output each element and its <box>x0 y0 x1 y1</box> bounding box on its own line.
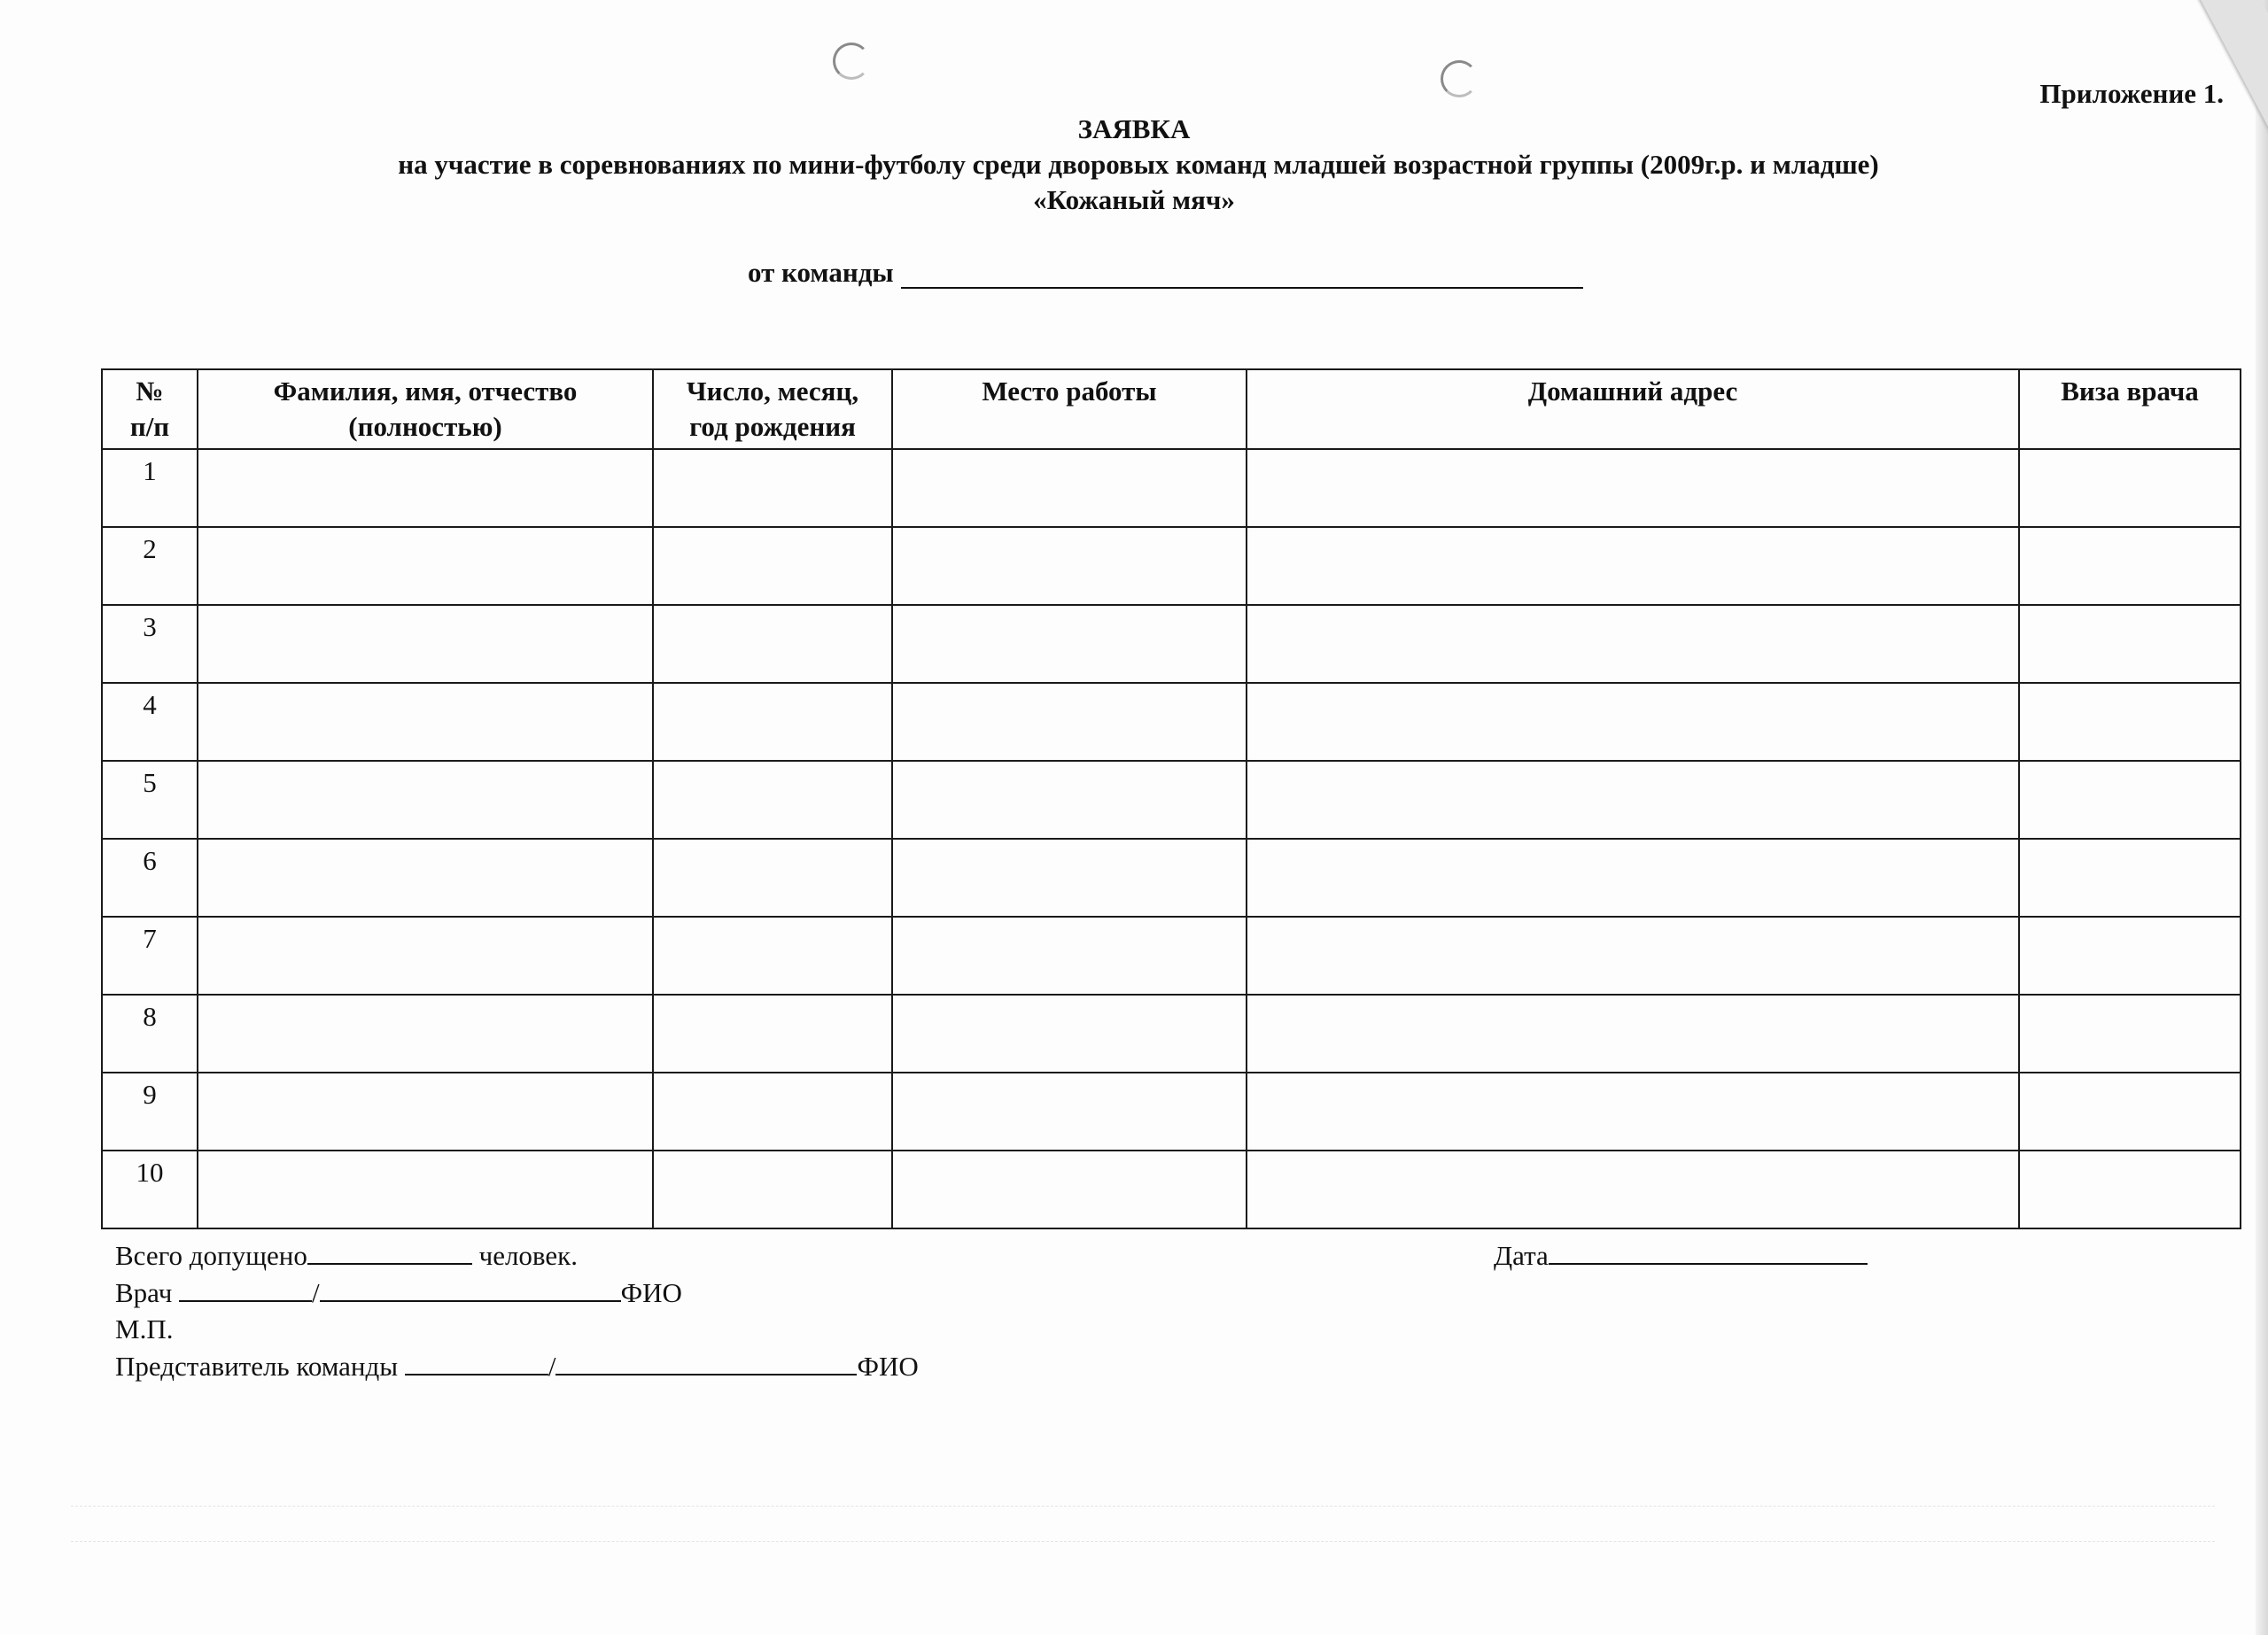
full-name-cell[interactable] <box>198 1073 653 1151</box>
doctor-visa-cell[interactable] <box>2019 1073 2241 1151</box>
birth-date-cell[interactable] <box>653 683 892 761</box>
workplace-cell[interactable] <box>892 683 1247 761</box>
scan-artifact-line <box>71 1506 2215 1507</box>
doctor-fio-label: ФИО <box>620 1277 682 1308</box>
birth-date-cell[interactable] <box>653 761 892 839</box>
representative-signature-blank[interactable] <box>405 1347 548 1375</box>
doctor-label: Врач <box>115 1277 180 1308</box>
home-address-cell[interactable] <box>1247 449 2019 527</box>
column-header-line: Домашний адрес <box>1527 376 1738 407</box>
row-number: 6 <box>102 839 198 917</box>
column-header-line: Виза врача <box>2061 376 2199 407</box>
doctor-visa-cell[interactable] <box>2019 605 2241 683</box>
home-address-cell[interactable] <box>1247 605 2019 683</box>
workplace-cell[interactable] <box>892 761 1247 839</box>
birth-date-cell[interactable] <box>653 839 892 917</box>
doctor-visa-cell[interactable] <box>2019 527 2241 605</box>
birth-date-cell[interactable] <box>653 1073 892 1151</box>
full-name-cell[interactable] <box>198 527 653 605</box>
birth-date-cell[interactable] <box>653 995 892 1073</box>
home-address-cell[interactable] <box>1247 917 2019 995</box>
workplace-cell[interactable] <box>892 605 1247 683</box>
date-label: Дата <box>1494 1240 1549 1271</box>
table-row <box>102 605 2241 683</box>
doctor-visa-cell[interactable] <box>2019 449 2241 527</box>
birth-date-cell[interactable] <box>653 605 892 683</box>
doctor-visa-cell[interactable] <box>2019 839 2241 917</box>
column-header-line: Фамилия, имя, отчество <box>273 376 578 407</box>
column-header-workplace <box>892 369 1247 449</box>
form-footer <box>115 1236 919 1384</box>
doctor-signature-blank[interactable] <box>179 1274 312 1302</box>
doctor-name-blank[interactable] <box>320 1274 621 1302</box>
row-number: 7 <box>102 917 198 995</box>
column-header-birth-date <box>653 369 892 449</box>
workplace-cell[interactable] <box>892 917 1247 995</box>
row-number: 9 <box>102 1073 198 1151</box>
workplace-cell[interactable] <box>892 449 1247 527</box>
total-admitted-line <box>115 1236 919 1274</box>
table-row <box>102 839 2241 917</box>
appendix-label: Приложение 1. <box>2039 78 2224 109</box>
doctor-visa-cell[interactable] <box>2019 917 2241 995</box>
table-row <box>102 761 2241 839</box>
column-header-line: п/п <box>129 411 170 442</box>
full-name-cell[interactable] <box>198 761 653 839</box>
full-name-cell[interactable] <box>198 917 653 995</box>
representative-name-blank[interactable] <box>555 1347 857 1375</box>
doctor-visa-cell[interactable] <box>2019 761 2241 839</box>
column-header-line: Место работы <box>982 376 1157 407</box>
total-admitted-label: Всего допущено <box>115 1240 307 1271</box>
workplace-cell[interactable] <box>892 995 1247 1073</box>
column-header-doctor-visa <box>2019 369 2241 449</box>
punch-hole-icon <box>1441 60 1478 97</box>
table-row <box>102 917 2241 995</box>
stamp-label: М.П. <box>115 1313 174 1344</box>
workplace-cell[interactable] <box>892 527 1247 605</box>
table-row <box>102 683 2241 761</box>
row-number: 5 <box>102 761 198 839</box>
date-blank[interactable] <box>1549 1236 1868 1265</box>
column-header-full-name <box>198 369 653 449</box>
birth-date-cell[interactable] <box>653 527 892 605</box>
form-title <box>0 112 2268 218</box>
full-name-cell[interactable] <box>198 995 653 1073</box>
table-body <box>102 449 2241 1228</box>
home-address-cell[interactable] <box>1247 995 2019 1073</box>
birth-date-cell[interactable] <box>653 1151 892 1228</box>
column-header-line: (полностью) <box>348 411 502 442</box>
from-team-label: от команды <box>748 257 894 288</box>
title-subtitle: на участие в соревнованиях по мини-футболу среди дворовых команд младшей возрастной группы (2009г.р. и младше) <box>398 149 1879 180</box>
table-header-row <box>102 369 2241 449</box>
full-name-cell[interactable] <box>198 683 653 761</box>
doctor-visa-cell[interactable] <box>2019 1151 2241 1228</box>
home-address-cell[interactable] <box>1247 683 2019 761</box>
full-name-cell[interactable] <box>198 839 653 917</box>
home-address-cell[interactable] <box>1247 1073 2019 1151</box>
players-table <box>101 368 2241 1229</box>
doctor-signature-line: Врач / ФИО <box>115 1274 919 1311</box>
column-header-home-address <box>1247 369 2019 449</box>
row-number: 1 <box>102 449 198 527</box>
table-row <box>102 1073 2241 1151</box>
home-address-cell[interactable] <box>1247 527 2019 605</box>
full-name-cell[interactable] <box>198 605 653 683</box>
title-main: ЗАЯВКА <box>1077 113 1191 144</box>
table-row <box>102 449 2241 527</box>
workplace-cell[interactable] <box>892 1151 1247 1228</box>
representative-signature-line: Представитель команды / ФИО <box>115 1347 919 1384</box>
column-header-line: Число, месяц, <box>686 376 859 407</box>
scan-edge <box>2256 0 2268 1635</box>
total-admitted-blank[interactable] <box>307 1236 472 1265</box>
people-label: человек. <box>471 1240 578 1271</box>
workplace-cell[interactable] <box>892 839 1247 917</box>
doctor-visa-cell[interactable] <box>2019 683 2241 761</box>
birth-date-cell[interactable] <box>653 449 892 527</box>
row-number: 10 <box>102 1151 198 1228</box>
home-address-cell[interactable] <box>1247 761 2019 839</box>
scan-artifact-line <box>71 1541 2215 1542</box>
row-number: 2 <box>102 527 198 605</box>
row-number: 4 <box>102 683 198 761</box>
date-field <box>1494 1236 1868 1274</box>
doctor-visa-cell[interactable] <box>2019 995 2241 1073</box>
from-team-field <box>748 257 1583 289</box>
workplace-cell[interactable] <box>892 1073 1247 1151</box>
column-header-number <box>102 369 198 449</box>
title-event-name: «Кожаный мяч» <box>1033 184 1235 215</box>
row-number: 8 <box>102 995 198 1073</box>
home-address-cell[interactable] <box>1247 1151 2019 1228</box>
table-row <box>102 1151 2241 1228</box>
representative-label: Представитель команды <box>115 1351 405 1382</box>
home-address-cell[interactable] <box>1247 839 2019 917</box>
full-name-cell[interactable] <box>198 449 653 527</box>
row-number: 3 <box>102 605 198 683</box>
from-team-blank-line[interactable] <box>901 259 1583 289</box>
table-row <box>102 995 2241 1073</box>
column-header-line: год рождения <box>689 411 856 442</box>
full-name-cell[interactable] <box>198 1151 653 1228</box>
representative-fio-label: ФИО <box>857 1351 919 1382</box>
birth-date-cell[interactable] <box>653 917 892 995</box>
column-header-line: № <box>136 376 164 407</box>
punch-hole-icon <box>833 43 870 80</box>
table-row <box>102 527 2241 605</box>
